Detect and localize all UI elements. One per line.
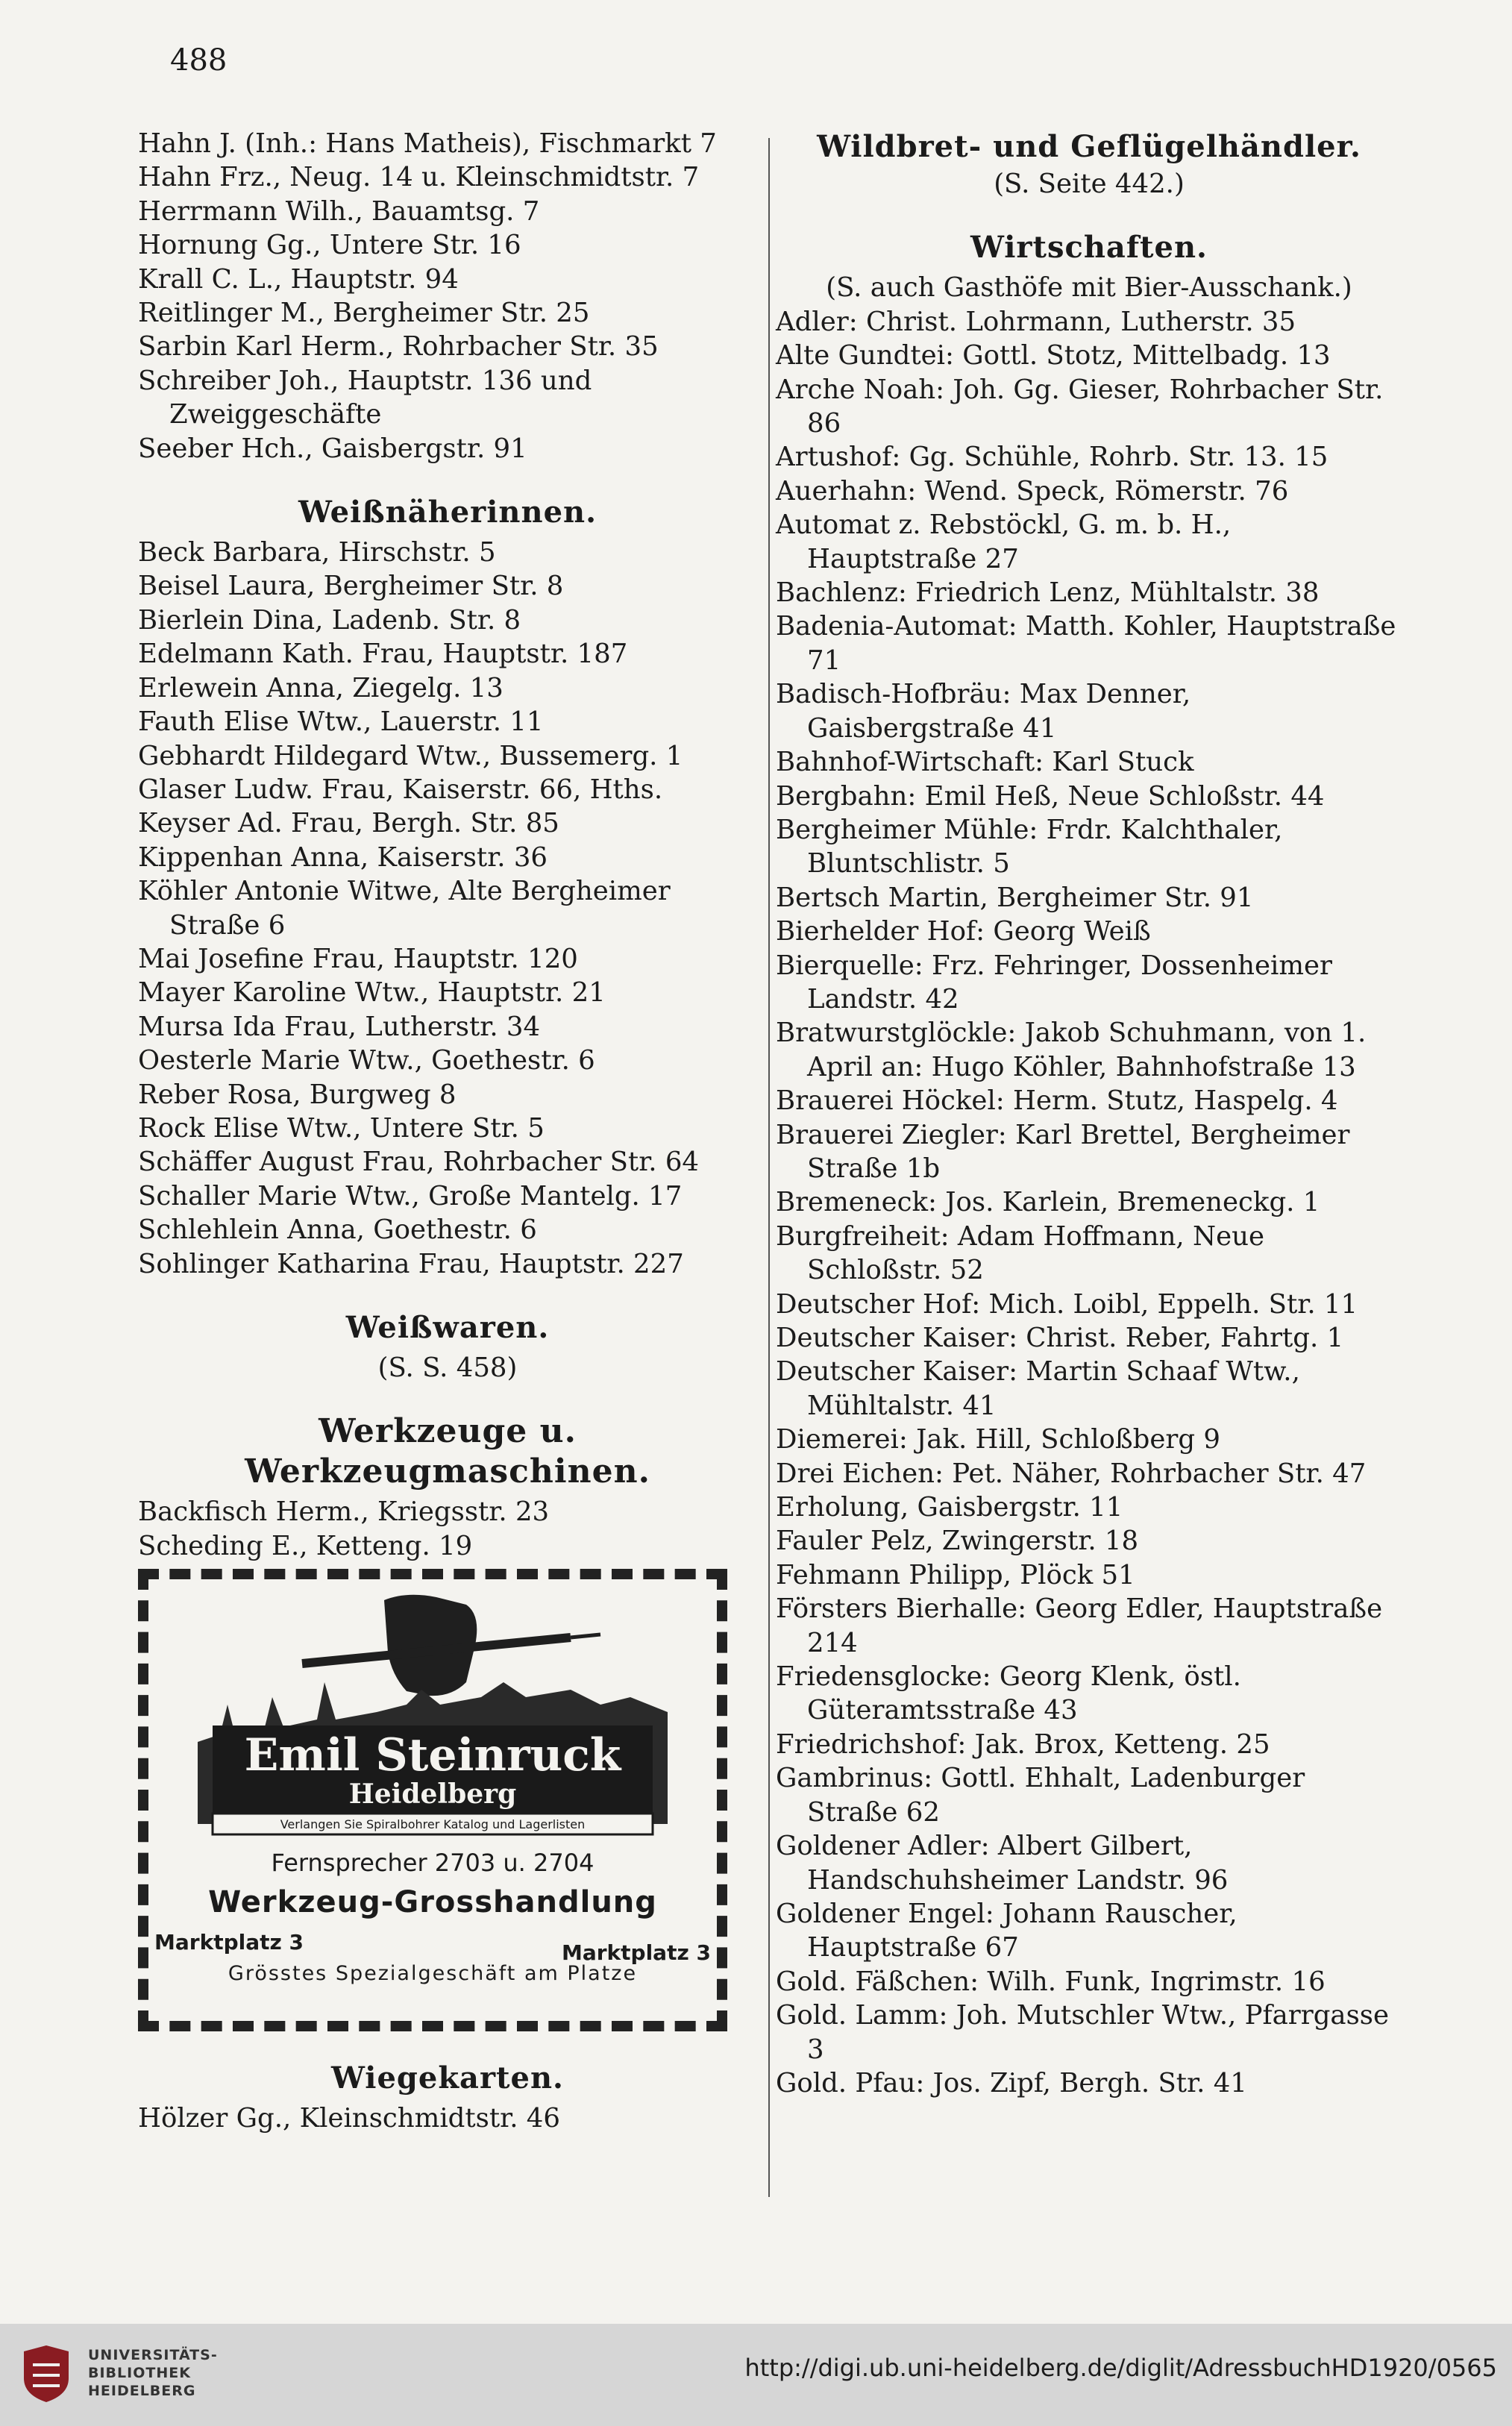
directory-entry: Köhler Antonie Witwe, Alte Bergheimer Straße 6 [138, 876, 671, 941]
werkzeuge-list [138, 1495, 757, 1563]
directory-entry: Gold. Lamm: Joh. Mutschler Wtw., Pfarrgasse 3 [776, 2000, 1390, 2065]
directory-entry: Hahn J. (Inh.: Hans Matheis), Fischmarkt 7 [138, 128, 717, 159]
directory-entry: Friedensglocke: Georg Klenk, östl. Güteramtsstraße 43 [776, 1661, 1241, 1726]
wiegekarten-list [138, 2101, 757, 2135]
left-column [138, 127, 757, 2136]
directory-entry: Brauerei Höckel: Herm. Stutz, Haspelg. 4 [776, 1085, 1338, 1117]
ad-phone: Fernsprecher 2703 u. 2704 [271, 1849, 595, 1878]
ad-address-left: Marktplatz 3 [154, 1930, 304, 1955]
directory-entry: Automat z. Rebstöckl, G. m. b. H., Hauptstraße 27 [776, 510, 1232, 574]
directory-entry: Goldener Engel: Johann Rauscher, Hauptstraße 67 [776, 1898, 1237, 1963]
directory-entry: Försters Bierhalle: Georg Edler, Hauptstraße 214 [776, 1593, 1383, 1658]
directory-entry: Keyser Ad. Frau, Bergh. Str. 85 [138, 808, 559, 839]
directory-entry: Drei Eichen: Pet. Näher, Rohrbacher Str. 47 [776, 1458, 1367, 1489]
directory-entry: Kippenhan Anna, Kaiserstr. 36 [138, 841, 548, 873]
directory-entry: Glaser Ludw. Frau, Kaiserstr. 66, Hths. [138, 774, 663, 805]
cross-reference-note: (S. S. 458) [377, 1353, 518, 1383]
library-logo-icon [16, 2342, 76, 2405]
library-name: UNIVERSITÄTS- BIBLIOTHEK HEIDELBERG [88, 2347, 218, 2399]
directory-entry: Bachlenz: Friedrich Lenz, Mühltalstr. 38 [776, 577, 1320, 609]
directory-entry: Hahn Frz., Neug. 14 u. Kleinschmidtstr. 7 [138, 162, 700, 193]
directory-entry: Beck Barbara, Hirschstr. 5 [138, 537, 496, 568]
directory-entry: Bergbahn: Emil Heß, Neue Schloßstr. 44 [776, 780, 1325, 812]
directory-entry: Bahnhof-Wirtschaft: Karl Stuck [776, 747, 1194, 778]
directory-entry: Hölzer Gg., Kleinschmidtstr. 46 [138, 2103, 560, 2134]
directory-entry: Sarbin Karl Herm., Rohrbacher Str. 35 [138, 331, 659, 363]
library-footer [0, 2324, 1512, 2426]
directory-entry: Reitlinger M., Bergheimer Str. 25 [138, 298, 590, 329]
directory-entry: Reber Rosa, Burgweg 8 [138, 1079, 457, 1110]
directory-entry: Bierhelder Hof: Georg Weiß [776, 916, 1151, 947]
directory-entry: Gebhardt Hildegard Wtw., Bussemerg. 1 [138, 740, 683, 771]
directory-entry: Adler: Christ. Lohrmann, Lutherstr. 35 [776, 306, 1296, 337]
directory-entry: Friedrichshof: Jak. Brox, Ketteng. 25 [776, 1728, 1270, 1760]
directory-entry: Brauerei Ziegler: Karl Brettel, Bergheimer Straße 1b [776, 1119, 1350, 1184]
directory-entry: Schaller Marie Wtw., Große Mantelg. 17 [138, 1180, 683, 1212]
directory-entry: Bergheimer Mühle: Frdr. Kalchthaler, Bluntschlistr. 5 [776, 814, 1283, 880]
directory-entry: Bierlein Dina, Ladenb. Str. 8 [138, 604, 521, 636]
directory-entry: Fehmann Philipp, Plöck 51 [776, 1559, 1135, 1590]
directory-entry: Auerhahn: Wend. Speck, Römerstr. 76 [776, 475, 1289, 507]
ad-slogan: Grösstes Spezialgeschäft am Platze [228, 1962, 638, 1986]
directory-entry: Deutscher Kaiser: Christ. Reber, Fahrtg. 1 [776, 1323, 1344, 1353]
cross-reference-note: (S. Seite 442.) [994, 169, 1185, 199]
directory-entry: Bratwurstglöckle: Jakob Schuhmann, von 1. April an: Hugo Köhler, Bahnhofstraße 13 [776, 1018, 1367, 1082]
cross-reference-note: (S. auch Gasthöfe mit Bier-Ausschank.) [826, 272, 1352, 304]
directory-entry: Gold. Pfau: Jos. Zipf, Bergh. Str. 41 [776, 2067, 1247, 2099]
directory-entry: Herrmann Wilh., Bauamtsg. 7 [138, 195, 540, 227]
directory-entry: Bierquelle: Frz. Fehringer, Dossenheimer Landstr. 42 [776, 950, 1332, 1015]
directory-entry: Beisel Laura, Bergheimer Str. 8 [138, 571, 564, 602]
page-number: 488 [170, 43, 228, 78]
directory-entry: Fauler Pelz, Zwingerstr. 18 [776, 1526, 1139, 1557]
source-url-link[interactable]: http://digi.ub.uni-heidelberg.de/diglit/AdressbuchHD1920/0565 [744, 2354, 1497, 2382]
directory-entry: Schreiber Joh., Hauptstr. 136 und Zweiggeschäfte [138, 365, 592, 430]
ad-brand-text: Emil Steinruck [244, 1729, 621, 1782]
directory-entry: Erholung, Gaisbergstr. 11 [776, 1492, 1123, 1523]
directory-entry: Oesterle Marie Wtw., Goethestr. 6 [138, 1045, 595, 1076]
section-heading-weissnaeherinnen: Weißnäherinnen. [298, 495, 597, 530]
directory-entry: Arche Noah: Joh. Gg. Gieser, Rohrbacher Str. 86 [776, 374, 1384, 439]
section-heading-wildbret: Wildbret- und Geflügelhändler. [817, 129, 1361, 164]
directory-entry: Schäffer August Frau, Rohrbacher Str. 64 [138, 1147, 700, 1178]
section-heading-wirtschaften: Wirtschaften. [970, 230, 1208, 266]
directory-entry: Badenia-Automat: Matth. Kohler, Hauptstraße 71 [776, 611, 1396, 676]
directory-entry: Badisch-Hofbräu: Max Denner, Gaisbergstraße 41 [776, 679, 1191, 744]
directory-entry: Gambrinus: Gottl. Ehhalt, Ladenburger Straße 62 [776, 1763, 1305, 1828]
directory-entry: Sohlinger Katharina Frau, Hauptstr. 227 [138, 1248, 684, 1279]
intro-entries [138, 127, 757, 466]
section-heading-werkzeuge: Werkzeuge u. Werkzeugmaschinen. [245, 1412, 650, 1491]
directory-entry: Edelmann Kath. Frau, Hauptstr. 187 [138, 639, 628, 670]
ad-company: Werkzeug-Grosshandlung [208, 1885, 657, 1920]
directory-entry: Fauth Elise Wtw., Lauerstr. 11 [138, 706, 544, 738]
right-column [776, 127, 1402, 2100]
section-heading-weisswaren: Weißwaren. [345, 1310, 550, 1345]
directory-entry: Mursa Ida Frau, Lutherstr. 34 [138, 1011, 541, 1042]
directory-entry: Rock Elise Wtw., Untere Str. 5 [138, 1112, 545, 1144]
steinruck-logo-illustration [183, 1593, 683, 1839]
directory-entry: Diemerei: Jak. Hill, Schloßberg 9 [776, 1424, 1220, 1455]
directory-entry: Mai Josefine Frau, Hauptstr. 120 [138, 943, 578, 974]
directory-entry: Goldener Adler: Albert Gilbert, Handschuhsheimer Landstr. 96 [776, 1831, 1229, 1896]
directory-entry: Krall C. L., Hauptstr. 94 [138, 263, 459, 295]
directory-entry: Erlewein Anna, Ziegelg. 13 [138, 672, 504, 703]
directory-entry: Alte Gundtei: Gottl. Stotz, Mittelbadg. 13 [776, 340, 1331, 372]
directory-entry: Deutscher Hof: Mich. Loibl, Eppelh. Str. 11 [776, 1288, 1358, 1320]
directory-entry: Burgfreiheit: Adam Hoffmann, Neue Schloßstr. 52 [776, 1220, 1264, 1286]
directory-entry: Artushof: Gg. Schühle, Rohrb. Str. 13. 15 [776, 442, 1329, 473]
directory-entry: Gold. Fäßchen: Wilh. Funk, Ingrimstr. 16 [776, 1966, 1326, 1997]
directory-entry: Backfisch Herm., Kriegsstr. 23 [138, 1496, 550, 1528]
directory-entry: Mayer Karoline Wtw., Hauptstr. 21 [138, 977, 606, 1009]
directory-entry: Scheding E., Ketteng. 19 [138, 1530, 473, 1561]
weissnaeherinnen-list [138, 536, 757, 1281]
wirtschaften-list [776, 305, 1402, 2101]
ad-city-text: Heidelberg [348, 1778, 517, 1811]
directory-entry: Deutscher Kaiser: Martin Schaaf Wtw., Mühltalstr. 41 [776, 1356, 1300, 1421]
ad-address-right: Marktplatz 3 [561, 1940, 711, 1966]
directory-entry: Schlehlein Anna, Goethestr. 6 [138, 1214, 537, 1246]
directory-entry: Bertsch Martin, Bergheimer Str. 91 [776, 882, 1254, 913]
section-heading-wiegekarten: Wiegekarten. [331, 2060, 564, 2096]
directory-entry: Hornung Gg., Untere Str. 16 [138, 230, 521, 261]
steinruck-advertisement [138, 1569, 727, 2031]
ad-banner-text: Verlangen Sie Spiralbohrer Katalog und Lagerlisten [280, 1817, 586, 1832]
directory-entry: Bremeneck: Jos. Karlein, Bremeneckg. 1 [776, 1187, 1320, 1218]
column-divider [768, 138, 770, 2197]
directory-entry: Seeber Hch., Gaisbergstr. 91 [138, 433, 527, 464]
